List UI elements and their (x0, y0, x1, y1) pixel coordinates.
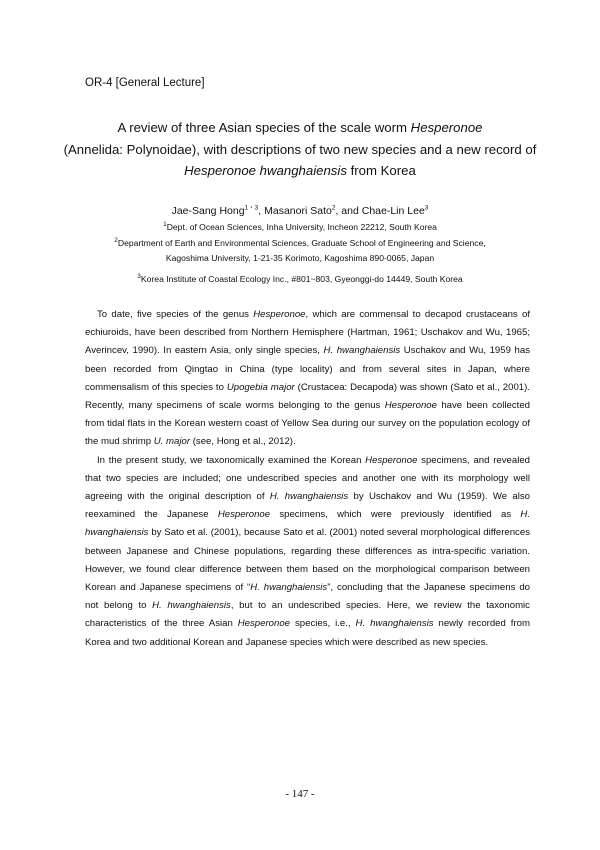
affiliation-text: Korea Institute of Coastal Ecology Inc., #801~803, Gyeonggi-do 14449, South Korea (140, 273, 463, 284)
body-text: (Crustacea: Decapoda) was shown (Sato et al., 2001). Recently, many specimens of scale worms belonging to the genus (85, 381, 530, 412)
taxon-name: U. major (153, 436, 191, 448)
session-label: OR-4 [General Lecture] (85, 77, 205, 89)
affiliation-text: Department of Earth and Environmental Sciences, Graduate School of Engineering and Science, (117, 237, 486, 248)
body-text: by Sato et al. (2001), because Sato et al. (2001) noted several morphological differences between Japanese and Chinese populations, regarding these differences as intra-specific variation. However, we found clear difference between them based on the morphological comparison between Korean and Japanese specimens of “ (85, 527, 530, 594)
taxon-name: H. hwanghaiensis (355, 618, 434, 630)
title-line-3 (40, 160, 560, 182)
author-list (40, 205, 560, 217)
title-text: from Korea (346, 163, 416, 178)
taxon-name: Upogebia major (226, 381, 295, 393)
affiliation-number: 3 (137, 272, 141, 280)
title-text: A review of three Asian species of the scale worm (117, 120, 411, 135)
body-text: Uschakov and Wu, 1959 has been recorded from Qingtao in China (type locality) and from several sites in Japan, where commensalism of this species to (85, 345, 531, 393)
taxon-name: Hesperonoe (237, 618, 291, 630)
affiliation-list (40, 220, 560, 287)
author-name: Jae-Sang Hong (171, 205, 245, 217)
taxon-name: Hesperonoe (253, 309, 306, 320)
affiliation-number: 1 (163, 221, 167, 229)
affiliation-2 (40, 236, 560, 252)
title-line-1 (40, 117, 560, 139)
affiliation-number: 2 (114, 236, 118, 244)
title-species: Hesperonoe hwanghaiensis (184, 163, 347, 178)
body-text: (see, Hong et al., 2012). (190, 436, 296, 448)
author-separator: , (258, 205, 265, 217)
author-affiliation-mark: 3 (424, 204, 429, 212)
affiliation-text: Dept. of Ocean Sciences, Inha University, Incheon 22212, South Korea (166, 222, 437, 232)
body-text: To date, five species of the genus (97, 309, 254, 320)
taxon-name: Hesperonoe (217, 509, 271, 521)
body-text: ”, concluding that the Japanese specimens do not belong to (85, 582, 530, 612)
body-text: by Uschakov and Wu (1959). We also reexamined the Japanese (85, 491, 531, 521)
affiliation-2-continued: Kagoshima University, 1-21-35 Korimoto, Kagoshima 890-0065, Japan (165, 253, 435, 263)
body-text: specimens, which were previously identified as (270, 509, 521, 521)
taxon-name: H. hwanghaiensis (152, 600, 231, 612)
taxon-name: H. hwanghaiensis (269, 491, 349, 503)
taxon-name: H. hwanghaiensis (85, 509, 530, 539)
body-text: specimens, and revealed that two species are included; one undescribed species and another one with its morphology well agreeing with the original description of (85, 454, 530, 503)
paper-title (40, 117, 560, 182)
body-text: have been collected from tidal flats in the Korean western coast of Yellow Sea during our survey on the population ecology of the mud shrimp (85, 400, 531, 448)
body-text: species, i.e., (290, 618, 356, 630)
author-name: Chae-Lin Lee (361, 205, 425, 217)
abstract-paragraph-2 (85, 452, 530, 652)
author-name: Masanori Sato (264, 205, 332, 217)
body-text: In the present study, we taxonomically examined the Korean (97, 454, 366, 466)
author-separator: , and (335, 205, 362, 217)
abstract-body (85, 306, 530, 652)
title-line-2: (Annelida: Polynoidae), with descriptions of two new species and a new record of (63, 141, 537, 157)
affiliation-3 (40, 272, 560, 288)
body-text: newly recorded from Korea and two additional Korean and Japanese species which were described as new species. (85, 618, 530, 648)
author-affiliation-mark: 1・3 (244, 204, 259, 212)
abstract-paragraph-1 (85, 306, 530, 452)
body-text: , but to an undescribed species. Here, we review the taxonomic characteristics of the three Asian (85, 600, 530, 630)
page-number: - 147 - (285, 788, 315, 800)
title-genus: Hesperonoe (410, 120, 483, 135)
body-text: , which are commensal to decapod crustaceans of echiuroids, have been described from Northern Hemisphere (Hartman, 1961; Uschakov and Wu, 1965; Averincev, 1990). In eastern Asia, only single species, (85, 309, 530, 357)
author-affiliation-mark: 2 (331, 204, 336, 212)
taxon-name: H. hwanghaiensis (323, 345, 401, 357)
affiliation-1 (40, 220, 560, 236)
taxon-name: H. hwanghaiensis (250, 582, 328, 594)
taxon-name: Hesperonoe (365, 454, 418, 466)
taxon-name: Hesperonoe (384, 400, 437, 412)
